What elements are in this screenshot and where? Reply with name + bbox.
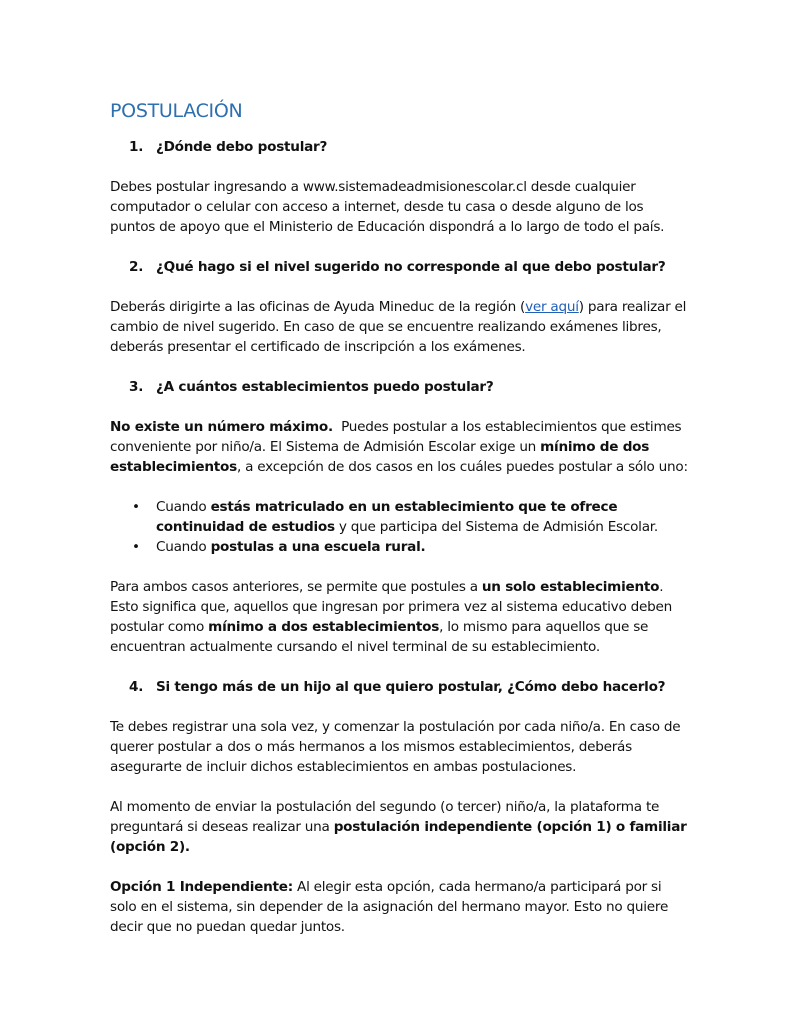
- bold-text: mínimo a dos establecimientos: [208, 619, 440, 635]
- bold-text: mínimo de dos establecimientos: [110, 439, 650, 475]
- bold-text: un solo establecimiento: [481, 579, 660, 595]
- answer-text: , lo mismo para aquellos que se encuentran actualmente cursando el nivel terminal de su establecimiento.: [110, 619, 649, 655]
- question-number: 3.: [129, 379, 144, 395]
- answer-4-paragraph-3: [110, 877, 691, 937]
- bold-text: estás matriculado en un establecimiento que te ofrece continuidad de estudios: [156, 499, 618, 535]
- item-text: y que participa del Sistema de Admisión Escolar.: [334, 519, 658, 535]
- item-text: Cuando: [156, 539, 211, 555]
- item-text: Cuando: [156, 499, 211, 515]
- bullet-icon: •: [132, 539, 140, 555]
- question-text: ¿Qué hago si el nivel sugerido no corresponde al que debo postular?: [156, 259, 666, 275]
- question-3: [110, 377, 691, 397]
- list-item: [110, 497, 691, 537]
- ver-aqui-link[interactable]: ver aquí: [525, 299, 579, 315]
- question-number: 4.: [129, 679, 144, 695]
- answer-2: [110, 297, 691, 357]
- question-number: 2.: [129, 259, 144, 275]
- answer-text: Al elegir esta opción, cada hermano/a participará por si solo en el sistema, sin depender de la asignación del hermano mayor. Esto no quiere decir que no puedan quedar juntos.: [110, 879, 669, 935]
- answer-text: Para ambos casos anteriores, se permite que postules a: [110, 579, 482, 595]
- answer-text: . Esto significa que, aquellos que ingresan por primera vez al sistema educativo deben postular como: [110, 579, 672, 635]
- bold-text: postulas a una escuela rural.: [210, 539, 426, 555]
- question-text: ¿A cuántos establecimientos puedo postular?: [156, 379, 494, 395]
- answer-3-paragraph-2: [110, 577, 691, 657]
- answer-text: Deberás dirigirte a las oficinas de Ayuda Mineduc de la región (: [110, 299, 526, 315]
- answer-text: Puedes postular a los establecimientos que estimes conveniente por niño/a. El Sistema de Admisión Escolar exige un: [110, 419, 686, 455]
- question-2: [110, 257, 691, 277]
- list-item: [110, 537, 691, 557]
- question-1: [110, 137, 691, 157]
- answer-1: Debes postular ingresando a www.sistemadeadmisionescolar.cl desde cualquier computador o celular con acceso a internet, desde tu casa o desde alguno de los puntos de apoyo que el Ministerio de Educación dispondrá a lo largo de todo el país.: [110, 179, 665, 235]
- answer-text: Al momento de enviar la postulación del segundo (o tercer) niño/a, la plataforma te preguntará si deseas realizar una: [110, 799, 660, 835]
- bold-text: Opción 1 Independiente:: [110, 879, 293, 895]
- question-number: 1.: [129, 139, 144, 155]
- answer-text: ) para realizar el cambio de nivel sugerido. En caso de que se encuentre realizando exámenes libres, deberás presentar el certificado de inscripción a los exámenes.: [110, 299, 687, 355]
- answer-4-paragraph-1: Te debes registrar una sola vez, y comenzar la postulación por cada niño/a. En caso de querer postular a dos o más hermanos a los mismos establecimientos, deberás asegurarte de incluir dichos establecimientos en ambas postulaciones.: [110, 719, 681, 775]
- answer-text: , a excepción de dos casos en los cuáles puedes postular a sólo uno:: [236, 459, 688, 475]
- bold-text: postulación independiente (opción 1) o familiar (opción 2).: [110, 819, 687, 855]
- question-text: ¿Dónde debo postular?: [156, 139, 328, 155]
- bold-text: No existe un número máximo.: [110, 419, 333, 435]
- answer-4-paragraph-2: [110, 797, 691, 857]
- page-heading: POSTULACIÓN: [110, 100, 243, 122]
- exceptions-list: [110, 497, 691, 557]
- answer-3-paragraph-1: [110, 417, 691, 477]
- bullet-icon: •: [132, 499, 140, 515]
- question-4: [110, 677, 691, 697]
- question-text: Si tengo más de un hijo al que quiero postular, ¿Cómo debo hacerlo?: [156, 679, 666, 695]
